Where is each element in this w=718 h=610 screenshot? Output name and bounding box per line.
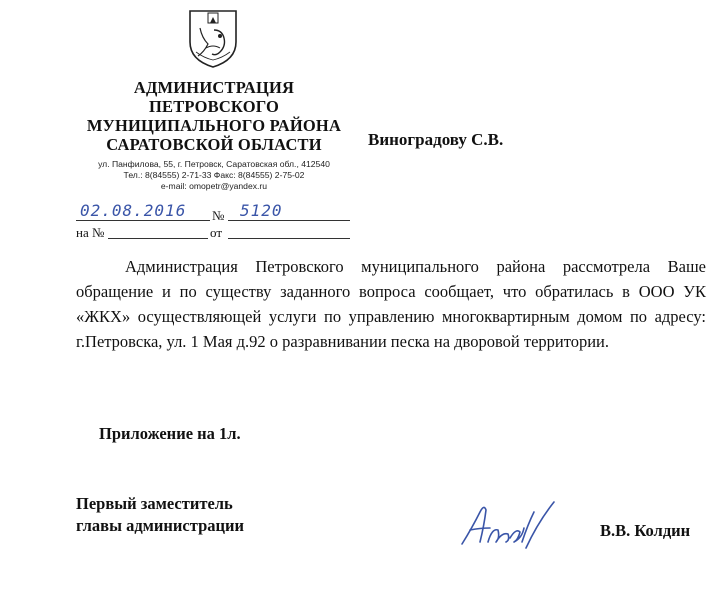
organization-address xyxy=(82,159,346,192)
org-line: САРАТОВСКОЙ ОБЛАСТИ xyxy=(106,135,322,154)
appendix-note: Приложение на 1л. xyxy=(99,424,241,443)
signer-name: В.В. Колдин xyxy=(600,521,691,540)
org-line: ПЕТРОВСКОГО xyxy=(148,97,280,116)
letter-body: Администрация Петровского муниципального района рассмотрела Ваше обращение и по существу заданного вопроса сообщает, что обратилась в ООО УК «ЖКХ» осуществляющей услуги по управлению многоквартирным домом по адресу: г.Петровска, ул. 1 Мая д.92 о разравнивании песка на дворовой территории. xyxy=(76,257,706,351)
reference-number-label: на № xyxy=(76,225,105,240)
coat-of-arms-emblem xyxy=(186,8,240,70)
reference-number-underline xyxy=(108,238,208,239)
organization-name xyxy=(82,78,346,154)
number-underline xyxy=(228,220,350,221)
signer-title-line: Первый заместитель xyxy=(76,494,233,513)
coat-of-arms-icon xyxy=(186,8,240,70)
number-sign-label: № xyxy=(212,208,225,223)
recipient-name: Виноградову С.В. xyxy=(368,130,504,149)
address-line: ул. Панфилова, 55, г. Петровск, Саратовская обл., 412540 xyxy=(98,159,330,169)
org-line: МУНИЦИПАЛЬНОГО РАЙОНА xyxy=(86,116,342,135)
signer-title-line: главы администрации xyxy=(76,516,245,535)
email-line: e-mail: omopetr@yandex.ru xyxy=(160,181,268,191)
phone-fax-line: Тел.: 8(84555) 2-71-33 Факс: 8(84555) 2-75-02 xyxy=(123,170,305,180)
reference-from-label: от xyxy=(210,225,223,240)
handwritten-date: 02.08.2016 xyxy=(80,201,187,220)
reference-date-underline xyxy=(228,238,350,239)
org-line: АДМИНИСТРАЦИЯ xyxy=(133,78,295,97)
handwritten-number: 5120 xyxy=(240,201,283,220)
handwritten-signature xyxy=(458,498,562,554)
signer-title xyxy=(76,493,244,537)
date-underline xyxy=(76,220,210,221)
signature-icon xyxy=(458,498,562,554)
